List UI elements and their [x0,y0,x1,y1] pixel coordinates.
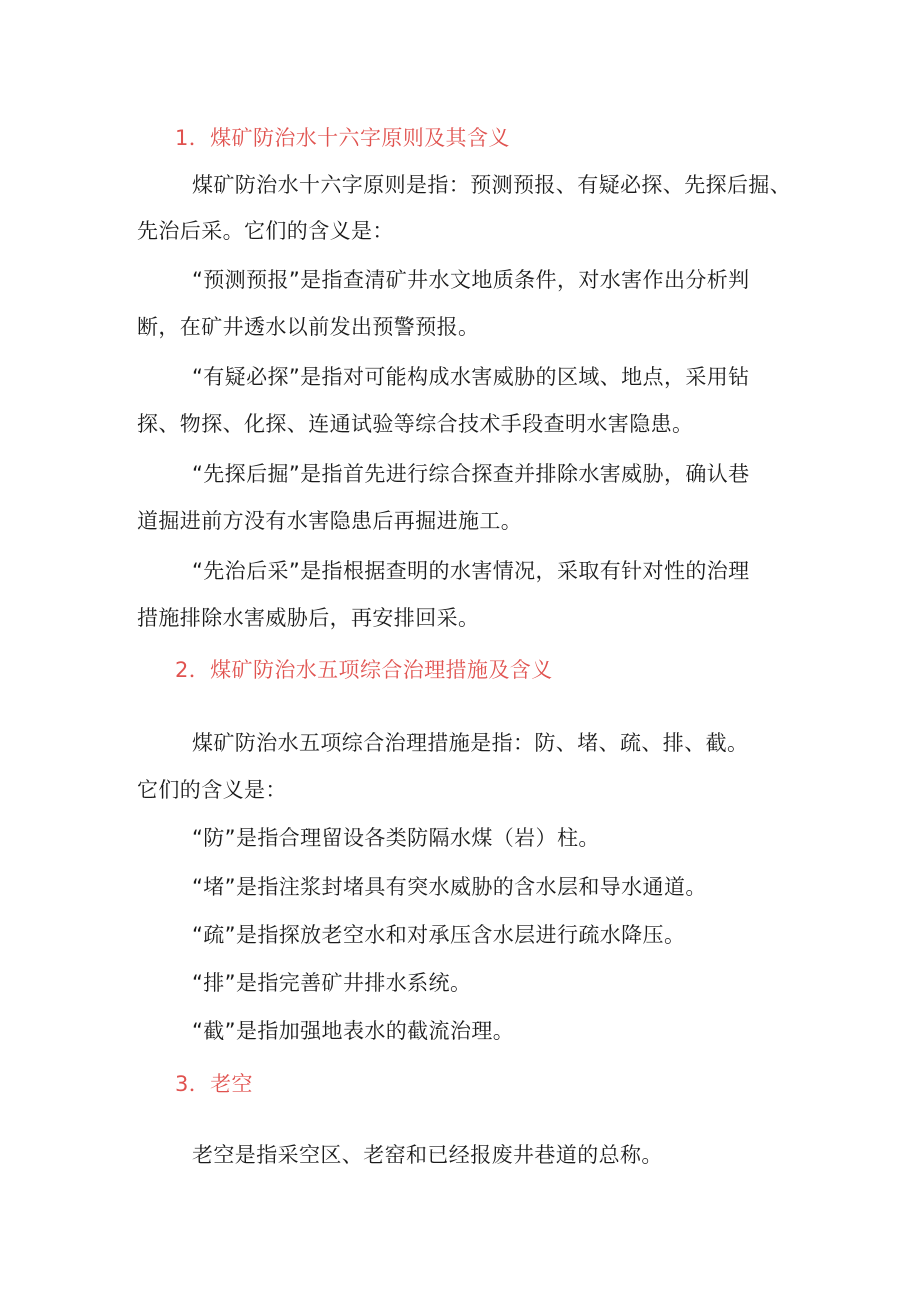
section2-heading: 2．煤矿防治水五项综合治理措施及含义 [175,658,553,682]
paragraph-treat-first-line1: “先治后采”是指根据查明的水害情况，采取有针对性的治理 [192,559,750,583]
section1-heading: 1．煤矿防治水十六字原则及其含义 [175,126,510,150]
section2-intro-line1: 煤矿防治水五项综合治理措施是指：防、堵、疏、排、截。 [192,731,749,755]
paragraph-explore-first-line1: “先探后掘”是指首先进行综合探查并排除水害威胁，确认巷 [192,462,750,486]
paragraph-forecast-line1: “预测预报”是指查清矿井水文地质条件，对水害作出分析判 [192,268,750,292]
section2-intro-line2: 它们的含义是： [137,778,287,802]
paragraph-explore-line2: 探、物探、化探、连通试验等综合技术手段查明水害隐患。 [137,412,694,436]
measure-drain: “疏”是指探放老空水和对承压含水层进行疏水降压。 [192,923,686,947]
section3-body: 老空是指采空区、老窑和已经报废井巷道的总称。 [192,1143,663,1167]
section1-intro-line2: 先治后采。它们的含义是： [137,219,394,243]
section3-heading: 3．老空 [175,1072,253,1096]
measure-prevent: “防”是指合理留设各类防隔水煤（岩）柱。 [192,826,600,850]
paragraph-treat-first-line2: 措施排除水害威胁后，再安排回采。 [137,606,480,630]
paragraph-explore-first-line2: 道掘进前方没有水害隐患后再掘进施工。 [137,509,523,533]
measure-discharge: “排”是指完善矿井排水系统。 [192,971,472,995]
measure-block: “堵”是指注浆封堵具有突水威胁的含水层和导水通道。 [192,875,707,899]
paragraph-explore-line1: “有疑必探”是指对可能构成水害威胁的区域、地点，采用钻 [192,365,750,389]
paragraph-forecast-line2: 断，在矿井透水以前发出预警预报。 [137,315,480,339]
section1-intro-line1: 煤矿防治水十六字原则是指：预测预报、有疑必探、先探后掘、 [192,173,792,197]
measure-intercept: “截”是指加强地表水的截流治理。 [192,1019,515,1043]
